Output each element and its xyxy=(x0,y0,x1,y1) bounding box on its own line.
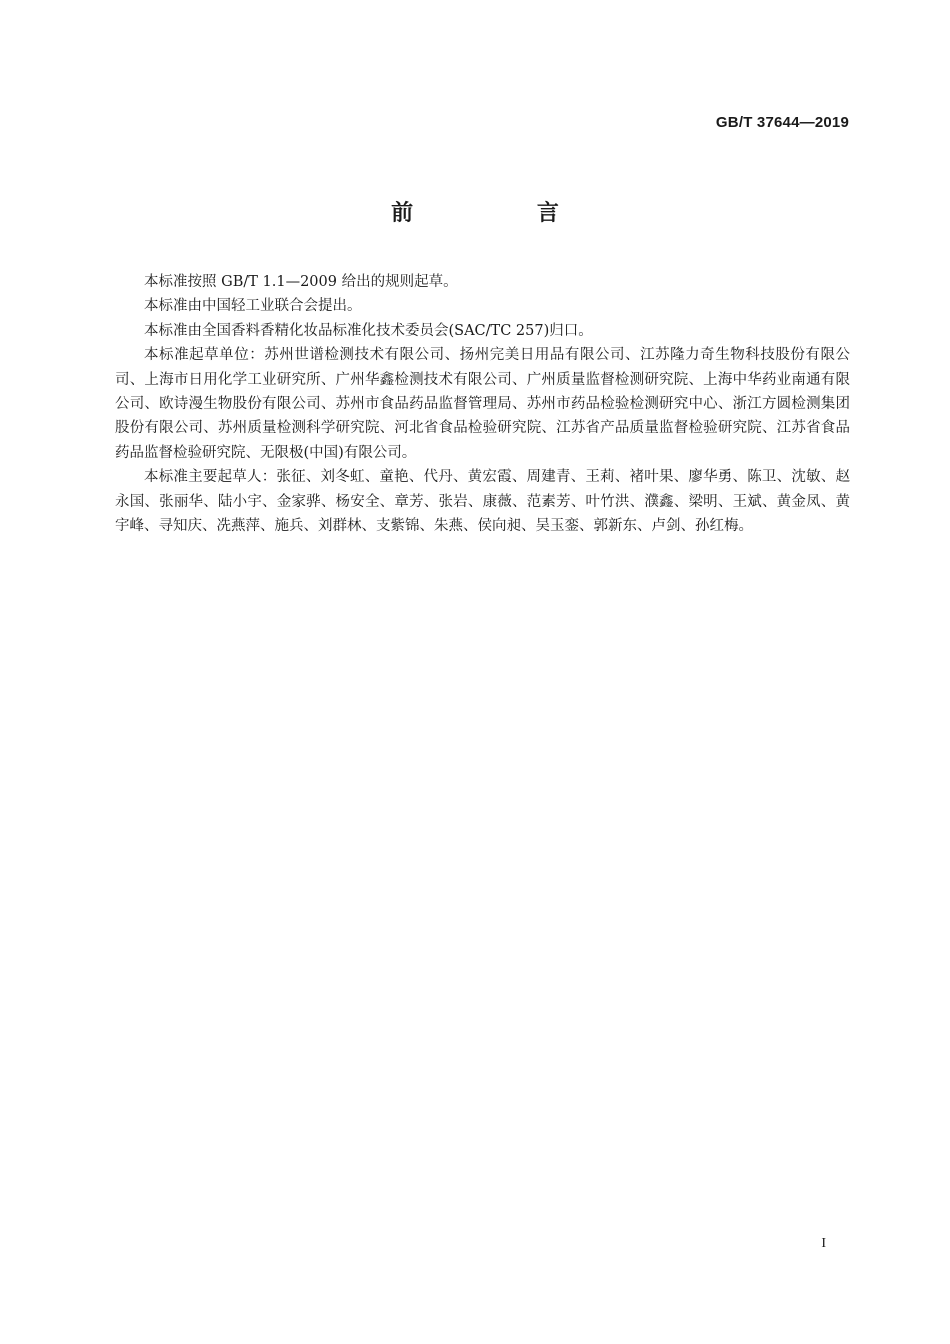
paragraph-proposer: 本标准由中国轻工业联合会提出。 xyxy=(144,298,362,315)
page-title: 前 言 xyxy=(391,201,617,226)
paragraph-drafting-units: 本标准起草单位：苏州世谱检测技术有限公司、扬州完美日用品有限公司、江苏隆力奇生物科技股份有限公司、上海市日用化学工业研究所、广州华鑫检测技术有限公司、广州质量监督检测研究院、上海中华药业南通有限公司、欧诗漫生物股份有限公司、苏州市食品药品监督管理局、苏州市药品检验检测研究中心、浙江方圆检测集团股份有限公司、苏州质量检测科学研究院、河北省食品检验研究院、江苏省产品质量监督检验研究院、江苏省食品药品监督检验研究院、无限极(中国)有限公司。 xyxy=(115,347,850,461)
page-number: I xyxy=(821,1236,826,1251)
paragraph-drafting-rules: 本标准按照 GB/T 1.1—2009 给出的规则起草。 xyxy=(144,274,458,290)
paragraph-administration: 本标准由全国香料香精化妆品标准化技术委员会(SAC/TC 257)归口。 xyxy=(144,322,593,339)
paragraph-drafters: 本标准主要起草人：张征、刘冬虹、童艳、代丹、黄宏霞、周建青、王莉、褚叶果、廖华勇、陈卫、沈敏、赵永国、张丽华、陆小宇、金家骅、杨安全、章芳、张岩、康薇、范素芳、叶竹洪、濮鑫、梁明、王斌、黄金凤、黄宇峰、寻知庆、冼燕萍、施兵、刘群林、支紫锦、朱燕、侯向昶、吴玉銮、郭新东、卢剑、孙红梅。 xyxy=(115,469,850,535)
standard-number: GB/T 37644—2019 xyxy=(715,114,849,131)
foreword-body xyxy=(115,270,850,538)
